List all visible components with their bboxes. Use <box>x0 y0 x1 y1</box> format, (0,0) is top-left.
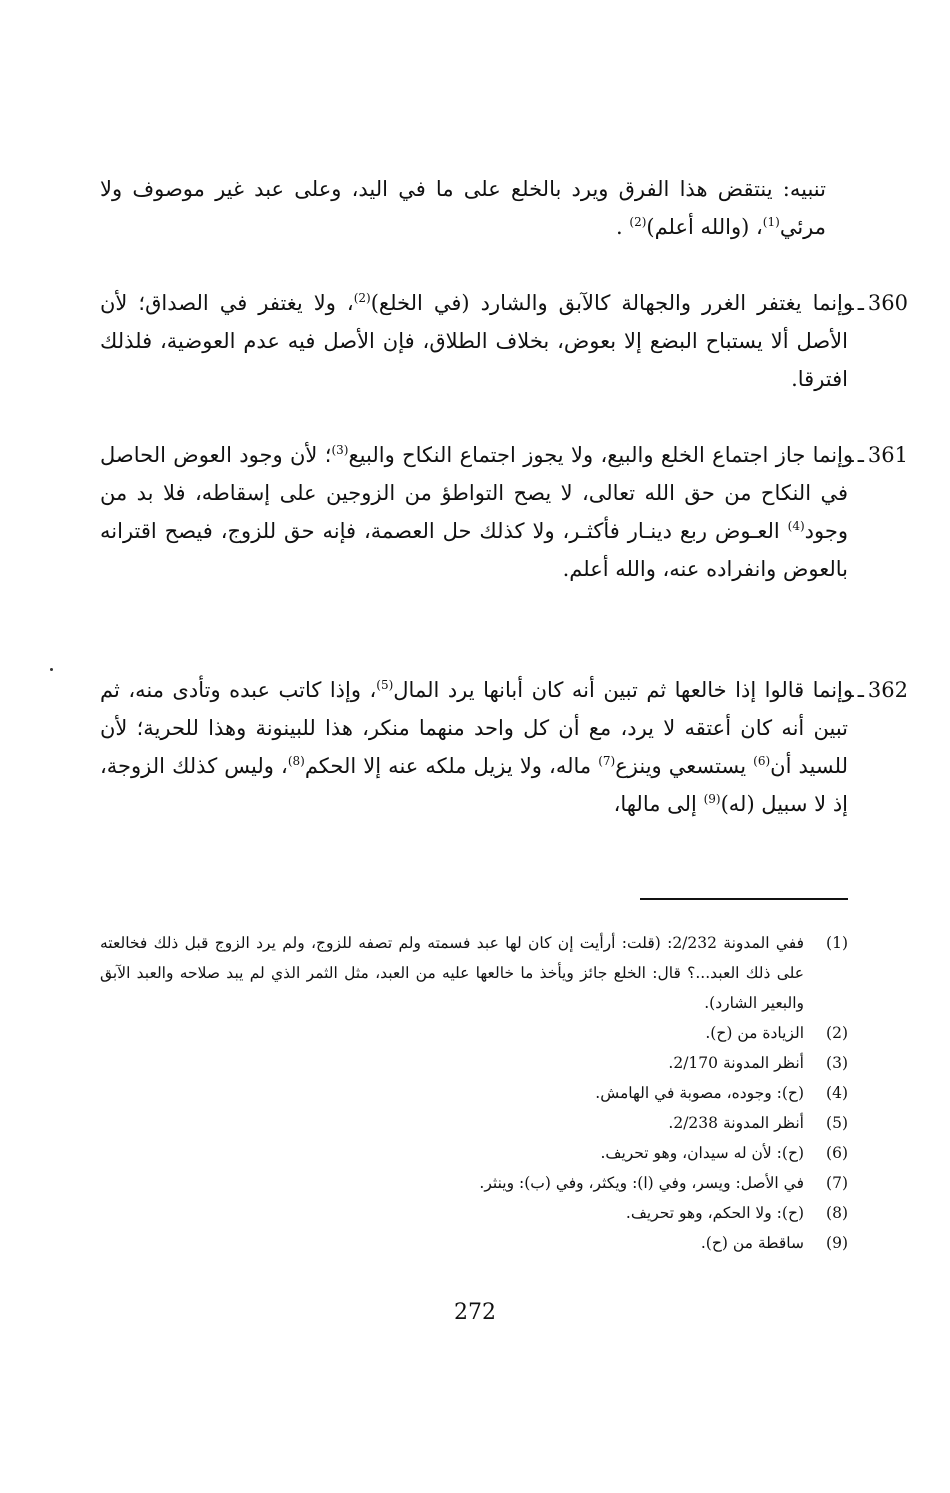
footnote-number: (2) <box>826 1024 848 1042</box>
paragraph-number: 360 <box>867 291 908 315</box>
tanbih-mid: ، (والله أعلم) <box>646 215 763 239</box>
paragraph-361 <box>100 436 908 588</box>
stray-mark <box>50 668 53 671</box>
footnotes <box>100 928 848 1258</box>
footnote-item <box>100 1018 848 1048</box>
paragraph-number: 361 <box>867 443 908 467</box>
footnote-item <box>100 1198 848 1228</box>
footnote-text: (ح): وجوده، مصوبة في الهامش. <box>595 1084 804 1102</box>
paragraph-text: العـوض ربع دينـار فأكثـر، ولا كذلك حل العصمة، فإنه حق للزوج، فيصح اقترانه بالعوض وانفراده عنه، والله أعلم. <box>100 519 848 581</box>
footnote-ref: (5) <box>376 678 394 692</box>
paragraph-text: ماله، ولا يزيل ملكه عنه إلا الحكم <box>304 754 592 778</box>
paragraph-text: إلى مالها، <box>613 792 697 816</box>
footnote-item <box>100 1138 848 1168</box>
footnote-item <box>100 1078 848 1108</box>
page-number: 272 <box>454 1300 496 1325</box>
footnote-ref: (2) <box>629 215 647 229</box>
footnote-ref: (4) <box>787 519 805 533</box>
footnote-text: أنظر المدونة 2/170. <box>668 1054 804 1072</box>
paragraph-dash: ـ <box>857 291 864 315</box>
footnote-number: (1) <box>826 934 848 952</box>
paragraph-dash: ـ <box>857 443 864 467</box>
footnote-text: (ح): لأن له سيدان، وهو تحريف. <box>600 1144 804 1162</box>
paragraph-362 <box>100 671 908 823</box>
paragraph-text: ، وإذا كاتب عبده وتأدى منه، ثم تبين أنه كان أعتقه لا يرد، مع أن كل واحد منهما منكر، هذا للبينونة وهذا للحرية؛ لأن للسيد أن <box>100 678 848 778</box>
paragraph-dash: ـ <box>857 678 864 702</box>
tanbih-text: تنبيه: ينتقض هذا الفرق ويرد بالخلع على ما في اليد، وعلى عبد غير موصوف ولا مرئي <box>100 177 826 239</box>
paragraph-text: وإنما جاز اجتماع الخلع والبيع، ولا يجوز اجتماع النكاح والبيع <box>348 443 854 467</box>
footnote-ref: (7) <box>598 754 616 768</box>
footnote-ref: (8) <box>287 754 305 768</box>
footnote-text: (ح): ولا الحكم، وهو تحريف. <box>625 1204 804 1222</box>
paragraph-number: 362 <box>867 678 908 702</box>
footnote-number: (3) <box>826 1054 848 1072</box>
paragraph-text: وإنما يغتفر الغرر والجهالة كالآبق والشارد (في الخلع) <box>370 291 854 315</box>
footnote-item <box>100 1168 848 1198</box>
footnote-number: (8) <box>826 1204 848 1222</box>
footnote-ref: (3) <box>331 443 349 457</box>
footnote-text: في الأصل: ويسر، وفي (ا): ويكثر، وفي (ب): وينثر. <box>479 1174 804 1192</box>
footnote-text: ساقطة من (ح). <box>700 1234 804 1252</box>
footnote-number: (7) <box>826 1174 848 1192</box>
footnote-item <box>100 928 848 1018</box>
footnote-ref: (1) <box>762 215 780 229</box>
paragraph-360 <box>100 284 908 398</box>
footnote-ref: (2) <box>353 291 371 305</box>
paragraph-text: يستسعي وينزع <box>615 754 747 778</box>
footnote-number: (9) <box>826 1234 848 1252</box>
footnote-text: أنظر المدونة 2/238. <box>668 1114 804 1132</box>
footnote-ref: (9) <box>703 792 721 806</box>
paragraph-text: ، وليس كذلك الزوجة، إذ لا سبيل (له) <box>100 754 848 816</box>
footnote-ref: (6) <box>753 754 771 768</box>
footnote-number: (4) <box>826 1084 848 1102</box>
footnote-text: ففي المدونة 2/232: (قلت: أرأيت إن كان لها عبد فسمته ولم تصفه للزوج، ولم يرد الزوج قبل ذلك فخالعته على ذلك العبد...؟ قال: الخلع جائز ويأخذ ما خالعها عليه من العبد، مثل الثمر الذي لم يبد صلاحه والعبد الآبق والبعير الشارد). <box>100 934 804 1012</box>
tanbih-paragraph <box>100 170 848 246</box>
paragraph-text: ، ولا يغتفر في الصداق؛ لأن الأصل ألا يستباح البضع إلا بعوض، بخلاف الطلاق، فإن الأصل فيه عدم العوضية، فلذلك افترقا. <box>100 291 848 391</box>
footnote-text: الزيادة من (ح). <box>705 1024 804 1042</box>
paragraph-text: وإنما قالوا إذا خالعها ثم تبين أنه كان أبانها يرد المال <box>393 678 854 702</box>
footnote-number: (5) <box>826 1114 848 1132</box>
tanbih-end: . <box>616 215 623 239</box>
paragraph-text: ؛ لأن وجود العوض الحاصل في النكاح من حق الله تعالى، لا يصح التواطؤ من الزوجين على إسقاطه، فلا بد من وجود <box>100 443 849 543</box>
footnote-item <box>100 1048 848 1078</box>
footnote-item <box>100 1108 848 1138</box>
footnote-divider <box>640 898 848 900</box>
footnote-number: (6) <box>826 1144 848 1162</box>
footnote-item <box>100 1228 848 1258</box>
